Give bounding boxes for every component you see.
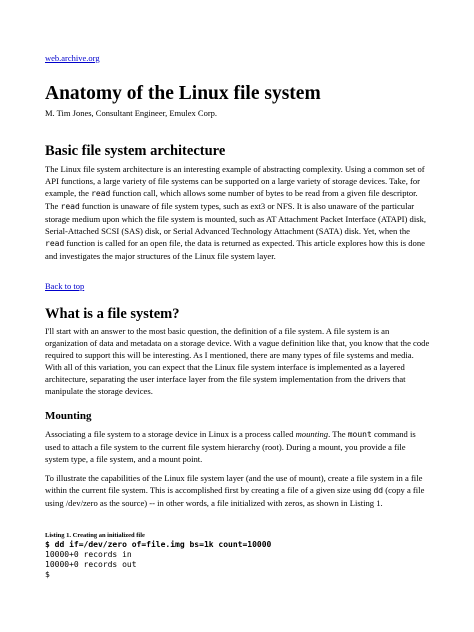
code-listing bbox=[45, 540, 271, 580]
paragraph-mounting-1 bbox=[45, 428, 430, 465]
text-span: function is called for an open file, the data is returned as expected. This article explores how this is done and investigates the major structures of the Linux file system layer. bbox=[45, 238, 425, 261]
paragraph-mounting-2 bbox=[45, 472, 430, 509]
heading-mounting: Mounting bbox=[45, 410, 92, 422]
listing-output-line: 10000+0 records out bbox=[45, 560, 137, 569]
author-byline: M. Tim Jones, Consultant Engineer, Emulex Corp. bbox=[45, 108, 218, 118]
text-span: To illustrate the capabilities of the Linux file system layer (and the use of mount), create a file system in a file within the current file system. This is accomplished first by creating a file of a given size using bbox=[45, 473, 423, 495]
text-span: The Linux file system architecture is an interesting example of abstracting complexity. Using a common set of API functions, a large variety of file systems can be supported on a large variety of storage devices. Take, for example, the bbox=[45, 164, 425, 198]
heading-what-is-filesystem: What is a file system? bbox=[45, 306, 180, 322]
text-span: function call, which allows some number of bytes to be read from a given file descriptor. The bbox=[45, 188, 418, 211]
paragraph-architecture bbox=[45, 163, 430, 262]
listing-caption: Listing 1. Creating an initialized file bbox=[45, 532, 145, 539]
text-span: . The bbox=[328, 429, 348, 439]
paragraph-filesystem-definition: I'll start with an answer to the most basic question, the definition of a file system. A file system is an organization of data and metadata on a storage device. With a vague definition like that, you know that the code required to support this will be interesting. As I mentioned, there are many types of file systems and media. With all of this variation, you can expect that the Linux file system interface is implemented as a layered architecture, separating the user interface layer from the file system implementation from the drivers that manipulate the storage devices. bbox=[45, 326, 430, 396]
source-link[interactable]: web.archive.org bbox=[45, 53, 100, 63]
back-to-top-link[interactable]: Back to top bbox=[45, 281, 85, 291]
heading-basic-architecture: Basic file system architecture bbox=[45, 143, 226, 159]
text-span: (copy a file using /dev/zero as the source) -- in other words, a file initialized with zeros, as shown in Listing 1. bbox=[45, 485, 425, 508]
inline-code-read: read bbox=[60, 202, 80, 211]
emphasis-mounting: mounting bbox=[295, 429, 329, 439]
text-span: Associating a file system to a storage device in Linux is a process called bbox=[45, 429, 296, 439]
inline-code-read: read bbox=[91, 189, 111, 198]
listing-command: $ dd if=/dev/zero of=file.img bs=1k count=10000 bbox=[45, 540, 272, 549]
text-span: function is unaware of file system types, such as ext3 or NFS. It is also unaware of the particular storage medium upon which the file system is mounted, such as AT Attachment Packet Interface (ATAPI) disk, Serial-Attached SCSI (SAS) disk, or Serial Advanced Technology Attachment (SATA) disk. Yet, when the bbox=[45, 201, 427, 236]
inline-code-dd: dd bbox=[373, 486, 384, 495]
listing-prompt: $ bbox=[45, 570, 50, 579]
inline-code-read: read bbox=[45, 239, 65, 248]
listing-output-line: 10000+0 records in bbox=[45, 550, 132, 559]
inline-code-mount: mount bbox=[347, 430, 372, 439]
article-title: Anatomy of the Linux file system bbox=[45, 83, 321, 104]
text-span: command is used to attach a file system to the current file system hierarchy (root). During a mount, you provide a file system type, a file system, and a mount point. bbox=[45, 429, 416, 464]
